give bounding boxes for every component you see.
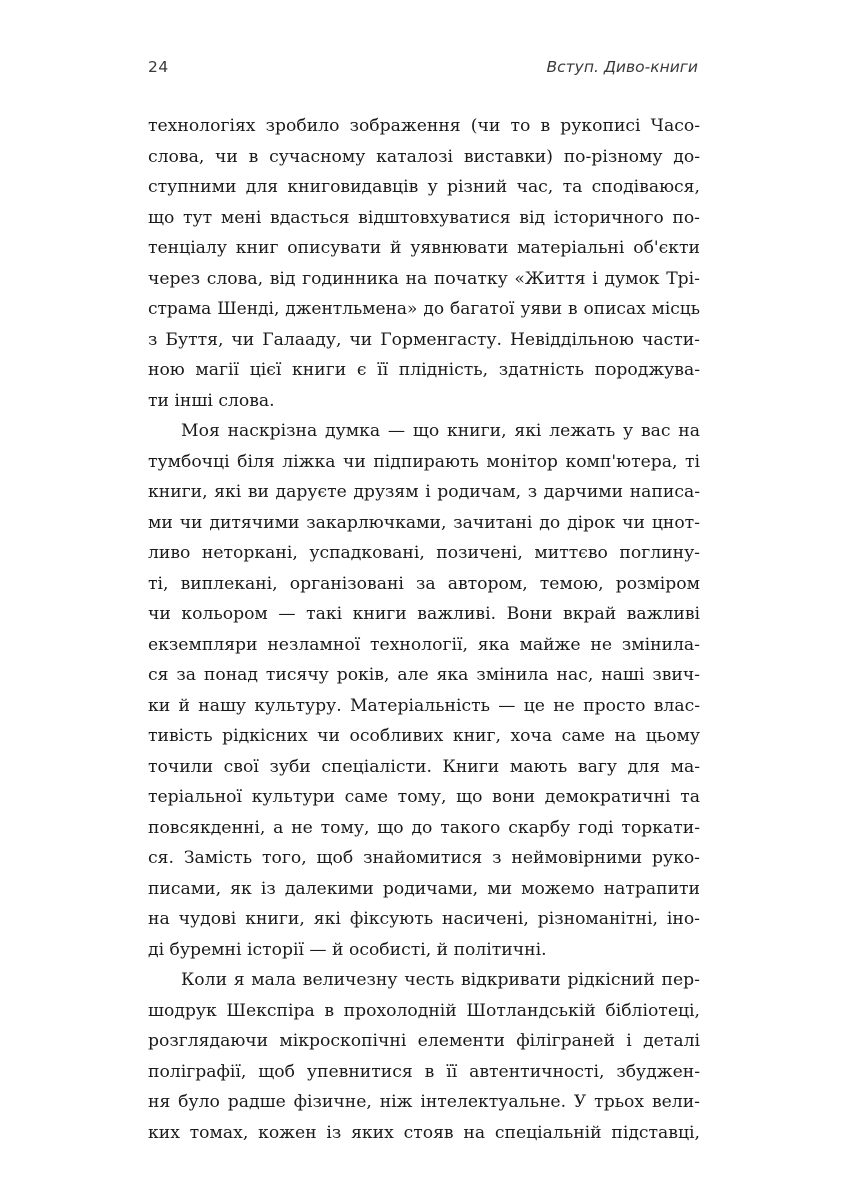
text-line: повсякденні, а не тому, що до такого скарбу годі торкати-: [148, 817, 700, 838]
text-line: на чудові книги, які фіксують насичені, різноманітні, іно-: [148, 909, 700, 929]
text-line: слова, чи в сучасному каталозі виставки) по-різному до-: [148, 146, 700, 167]
page-number: 24: [148, 58, 169, 76]
text-line: шодрук Шекспіра в прохолодній Шотландській бібліотеці,: [148, 1000, 700, 1021]
paragraph-3: [148, 965, 700, 1148]
paragraph-1: [148, 111, 700, 416]
text-line: чи кольором — такі книги важливі. Вони вкрай важливі: [148, 604, 700, 624]
paragraph-2: [148, 416, 700, 965]
text-line: що тут мені вдасться відштовхуватися від історичного по-: [148, 207, 700, 228]
text-line: ня було радше фізичне, ніж інтелектуальне. У трьох вели-: [148, 1092, 700, 1112]
text-line: тумбочці біля ліжка чи підпирають монітор комп'ютера, ті: [148, 451, 700, 472]
text-line: точили свої зуби спеціалісти. Книги мають вагу для ма-: [148, 756, 700, 777]
text-line: ною магії цієї книги є її плідність, здатність породжува-: [148, 360, 700, 380]
text-line: ти інші слова.: [148, 390, 275, 411]
text-line: технологіях зробило зображення (чи то в рукописі Часо-: [148, 116, 700, 136]
running-head: Вступ. Диво-книги: [546, 58, 698, 76]
text-line: тивість рідкісних чи особливих книг, хоча саме на цьому: [148, 726, 700, 746]
text-line: страма Шенді, джентльмена» до багатої уяви в описах місць: [148, 299, 700, 319]
text-line: теріальної культури саме тому, що вони демократичні та: [148, 787, 700, 807]
text-line: через слова, від годинника на початку «Життя і думок Трі-: [148, 268, 700, 289]
text-line: Коли я мала величезну честь відкривати рідкісний пер-: [181, 970, 700, 990]
text-line: ми чи дитячими закарлючками, зачитані до дірок чи цнот-: [148, 512, 700, 533]
text-line: писами, як із далекими родичами, ми можемо натрапити: [148, 878, 700, 899]
text-line: ся. Замість того, щоб знайомитися з неймовірними руко-: [148, 848, 700, 868]
text-line: тенціалу книг описувати й уявнювати матеріальні об'єкти: [148, 238, 700, 258]
text-line: ся за понад тисячу років, але яка змінила нас, наші звич-: [148, 665, 700, 685]
text-line: поліграфії, щоб упевнитися в її автентичності, збуджен-: [148, 1061, 700, 1082]
text-line: ступними для книговидавців у різний час, та сподіваюся,: [148, 177, 700, 197]
text-line: Моя наскрізна думка — що книги, які лежать у вас на: [181, 421, 700, 441]
text-line: екземпляри незламної технології, яка майже не змінила-: [148, 634, 700, 655]
text-line: ті, виплекані, організовані за автором, темою, розміром: [148, 573, 700, 594]
text-line: ливо неторкані, успадковані, позичені, миттєво поглину-: [148, 543, 700, 563]
text-line: ки й нашу культуру. Матеріальність — це не просто влас-: [148, 695, 700, 716]
text-line: розглядаючи мікроскопічні елементи філіграней і деталі: [148, 1031, 700, 1051]
page-header: [148, 58, 698, 84]
text-line: з Буття, чи Галааду, чи Горменгасту. Невіддільною части-: [148, 329, 700, 350]
body-text: [148, 111, 700, 1148]
text-line: ких томах, кожен із яких стояв на спеціальній підставці,: [148, 1122, 700, 1143]
text-line: ді буремні історії — й особисті, й політичні.: [148, 939, 547, 960]
text-line: книги, які ви даруєте друзям і родичам, з дарчими написа-: [148, 482, 700, 502]
